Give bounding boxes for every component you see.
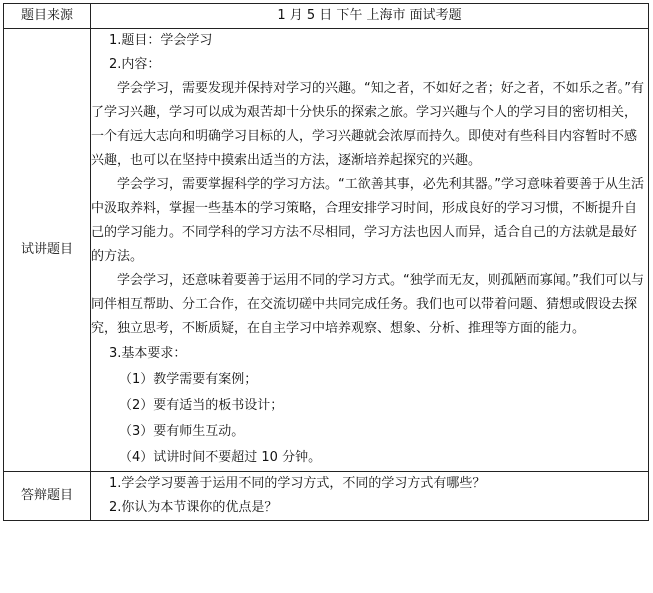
defense-row [4, 472, 649, 521]
lecture-label: 试讲题目 [4, 29, 91, 472]
paragraph-1: 学会学习，需要发现并保持对学习的兴趣。“知之者，不如好之者；好之者，不如乐之者。”有了学习兴趣，学习可以成为艰苦却十分快乐的探索之旅。学习兴趣与个人的学习目的密切相关，一个有远大志向和明确学习目标的人，学习兴趣就会浓厚而持久。即使对有些科目内容暂时不感兴趣，也可以在坚持中摸索出适当的方法，逐渐培养起探究的兴趣。 [91, 81, 644, 168]
source-label: 题目来源 [4, 4, 91, 29]
lecture-content [91, 29, 649, 472]
defense-question: 1.学会学习要善于运用不同的学习方式，不同的学习方式有哪些？ [109, 476, 486, 491]
paragraph-3: 学会学习，还意味着要善于运用不同的学习方式。“独学而无友，则孤陋而寡闻。”我们可以与同伴相互帮助、分工合作，在交流切磋中共同完成任务。我们也可以带着问题、猜想或假设去探究，独立思考，不断质疑，在自主学习中培养观察、想象、分析、推理等方面的能力。 [91, 273, 644, 336]
requirement-item: （3）要有师生互动。 [119, 424, 245, 439]
paragraph-2: 学会学习，需要掌握科学的学习方法。“工欲善其事，必先利其器。”学习意味着要善于从生活中汲取养料，掌握一些基本的学习策略，合理安排学习时间，形成良好的学习习惯，不断提升自己的学习能力。不同学科的学习方法不尽相同，学习方法也因人而异，适合自己的方法就是最好的方法。 [91, 177, 644, 264]
requirement-item: （4）试讲时间不要超过 10 分钟。 [119, 450, 322, 465]
header-row [4, 4, 649, 29]
requirement-item: （1）教学需要有案例； [119, 372, 258, 387]
topic-line: 1.题目：学会学习 [109, 33, 213, 48]
defense-content [91, 472, 649, 521]
content-heading: 2.内容： [109, 57, 161, 72]
exam-table [3, 3, 649, 521]
source-value: 1 月 5 日 下午 上海市 面试考题 [91, 4, 649, 29]
requirement-item: （2）要有适当的板书设计； [119, 398, 284, 413]
defense-label: 答辩题目 [4, 472, 91, 521]
requirements-heading: 3.基本要求： [109, 346, 187, 361]
lecture-row [4, 29, 649, 472]
defense-question: 2.你认为本节课你的优点是？ [109, 500, 278, 515]
